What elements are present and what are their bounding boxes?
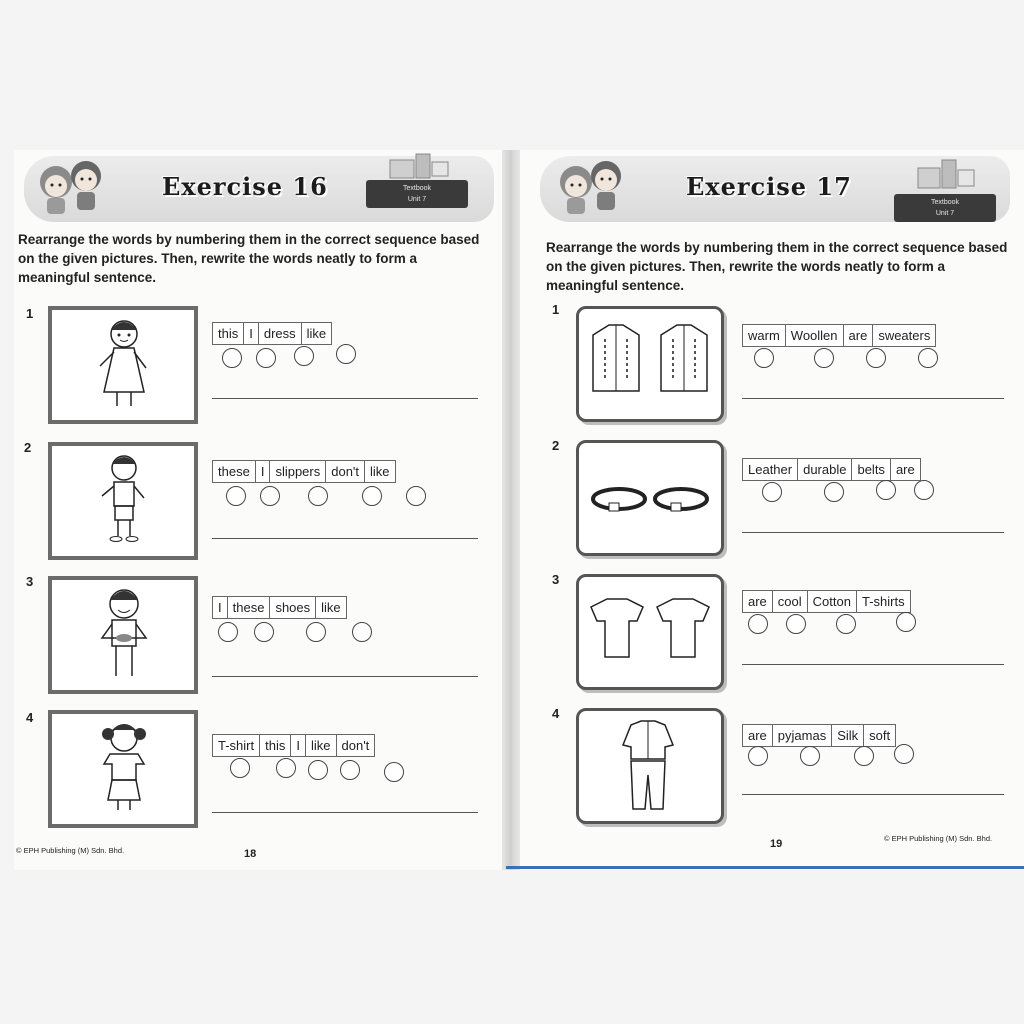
right-page — [520, 150, 1024, 870]
word-tile: durable — [798, 459, 852, 480]
number-circle[interactable] — [914, 480, 934, 500]
word-tile: are — [743, 725, 773, 746]
question-number: 3 — [552, 572, 560, 587]
number-circle[interactable] — [836, 614, 856, 634]
word-tile: these — [228, 597, 271, 618]
question-number: 1 — [26, 306, 34, 321]
word-tile: are — [743, 591, 773, 612]
picture-tshirts — [576, 574, 724, 690]
question-number: 1 — [552, 302, 560, 317]
word-bank — [742, 590, 911, 613]
answer-line[interactable] — [742, 794, 1004, 795]
answer-line[interactable] — [212, 812, 478, 813]
answer-line[interactable] — [212, 538, 478, 539]
books-cup-icon — [386, 150, 456, 182]
word-tile: like — [321, 600, 341, 615]
number-circle[interactable] — [824, 482, 844, 502]
number-circle[interactable] — [294, 346, 314, 366]
question-number: 2 — [24, 440, 32, 455]
question-number: 4 — [26, 710, 34, 725]
footer-copyright: © EPH Publishing (M) Sdn. Bhd. — [16, 846, 125, 855]
word-tile: this — [260, 735, 291, 756]
number-circle[interactable] — [256, 348, 276, 368]
picture-boy-with-shoes — [48, 576, 198, 694]
word-tile: are — [895, 462, 915, 477]
answer-line[interactable] — [742, 664, 1004, 665]
word-bank — [212, 734, 375, 757]
answer-line[interactable] — [212, 398, 478, 399]
textbook-unit-tag: Textbook Unit 7 — [894, 194, 996, 222]
exercise-title: Exercise 17 — [686, 172, 852, 201]
page-edge — [506, 866, 1024, 869]
number-circle[interactable] — [340, 760, 360, 780]
number-circle[interactable] — [754, 348, 774, 368]
word-tile: don't — [326, 461, 365, 482]
footer-copyright: © EPH Publishing (M) Sdn. Bhd. — [884, 834, 993, 843]
textbook-unit-tag: Textbook Unit 7 — [366, 180, 468, 208]
number-circle[interactable] — [814, 348, 834, 368]
children-mascot-icon — [546, 150, 646, 224]
children-mascot-icon — [26, 150, 126, 224]
word-tile: belts — [852, 459, 890, 480]
number-circle[interactable] — [800, 746, 820, 766]
number-circle[interactable] — [866, 348, 886, 368]
instructions: Rearrange the words by numbering them in the correct sequence based on the given pictures. Then, rewrite the words neatly to form a meaningful sentence. — [546, 240, 1008, 293]
number-circle[interactable] — [918, 348, 938, 368]
word-bank — [742, 458, 921, 481]
number-circle[interactable] — [226, 486, 246, 506]
books-cup-icon — [912, 154, 982, 194]
number-circle[interactable] — [762, 482, 782, 502]
word-tile: soft — [869, 728, 891, 743]
question-number: 3 — [26, 574, 34, 589]
word-tile: are — [844, 325, 874, 346]
workbook-spread — [14, 150, 1024, 870]
word-tile: T-shirt — [213, 735, 260, 756]
number-circle[interactable] — [336, 344, 356, 364]
word-tile: this — [213, 323, 244, 344]
number-circle[interactable] — [230, 758, 250, 778]
number-circle[interactable] — [306, 622, 326, 642]
word-tile: slippers — [270, 461, 326, 482]
number-circle[interactable] — [276, 758, 296, 778]
number-circle[interactable] — [362, 486, 382, 506]
word-tile: don't — [341, 738, 370, 753]
number-circle[interactable] — [748, 746, 768, 766]
number-circle[interactable] — [896, 612, 916, 632]
word-tile: like — [306, 735, 337, 756]
word-tile: these — [213, 461, 256, 482]
picture-sweaters — [576, 306, 724, 422]
exercise-title: Exercise 16 — [162, 172, 328, 201]
word-tile: cool — [773, 591, 808, 612]
picture-belts — [576, 440, 724, 556]
picture-girl-in-dress — [48, 306, 198, 424]
word-tile: Leather — [743, 459, 798, 480]
book-spine — [502, 150, 522, 870]
word-tile: Cotton — [808, 591, 857, 612]
instructions: Rearrange the words by numbering them in the correct sequence based on the given pictures. Then, rewrite the words neatly to form a meaningful sentence. — [18, 232, 480, 285]
picture-boy-in-slippers — [48, 442, 198, 560]
page-number: 19 — [770, 838, 783, 850]
question-number: 4 — [552, 706, 560, 721]
number-circle[interactable] — [254, 622, 274, 642]
number-circle[interactable] — [786, 614, 806, 634]
word-tile: dress — [259, 323, 302, 344]
number-circle[interactable] — [308, 760, 328, 780]
word-bank — [212, 596, 347, 619]
word-tile: like — [370, 464, 390, 479]
number-circle[interactable] — [218, 622, 238, 642]
word-tile: Woollen — [786, 325, 844, 346]
picture-pyjamas — [576, 708, 724, 824]
number-circle[interactable] — [352, 622, 372, 642]
word-bank — [212, 460, 396, 483]
word-tile: I — [213, 597, 228, 618]
number-circle[interactable] — [876, 480, 896, 500]
word-tile: I — [291, 735, 306, 756]
answer-line[interactable] — [742, 398, 1004, 399]
number-circle[interactable] — [854, 746, 874, 766]
word-tile: shoes — [270, 597, 316, 618]
word-tile: warm — [743, 325, 786, 346]
word-tile: T-shirts — [861, 594, 905, 609]
left-page — [14, 150, 504, 870]
answer-line[interactable] — [742, 532, 1004, 533]
number-circle[interactable] — [260, 486, 280, 506]
question-number: 2 — [552, 438, 560, 453]
number-circle[interactable] — [222, 348, 242, 368]
number-circle[interactable] — [308, 486, 328, 506]
word-tile: I — [256, 461, 271, 482]
number-circle[interactable] — [384, 762, 404, 782]
number-circle[interactable] — [748, 614, 768, 634]
answer-line[interactable] — [212, 676, 478, 677]
word-bank — [212, 322, 332, 345]
word-bank — [742, 324, 936, 347]
word-tile: pyjamas — [773, 725, 832, 746]
number-circle[interactable] — [406, 486, 426, 506]
picture-girl-in-tshirt — [48, 710, 198, 828]
word-bank — [742, 724, 896, 747]
word-tile: sweaters — [878, 328, 931, 343]
number-circle[interactable] — [894, 744, 914, 764]
word-tile: like — [306, 326, 327, 341]
word-tile: I — [244, 323, 259, 344]
word-tile: Silk — [832, 725, 864, 746]
page-number: 18 — [244, 848, 257, 860]
